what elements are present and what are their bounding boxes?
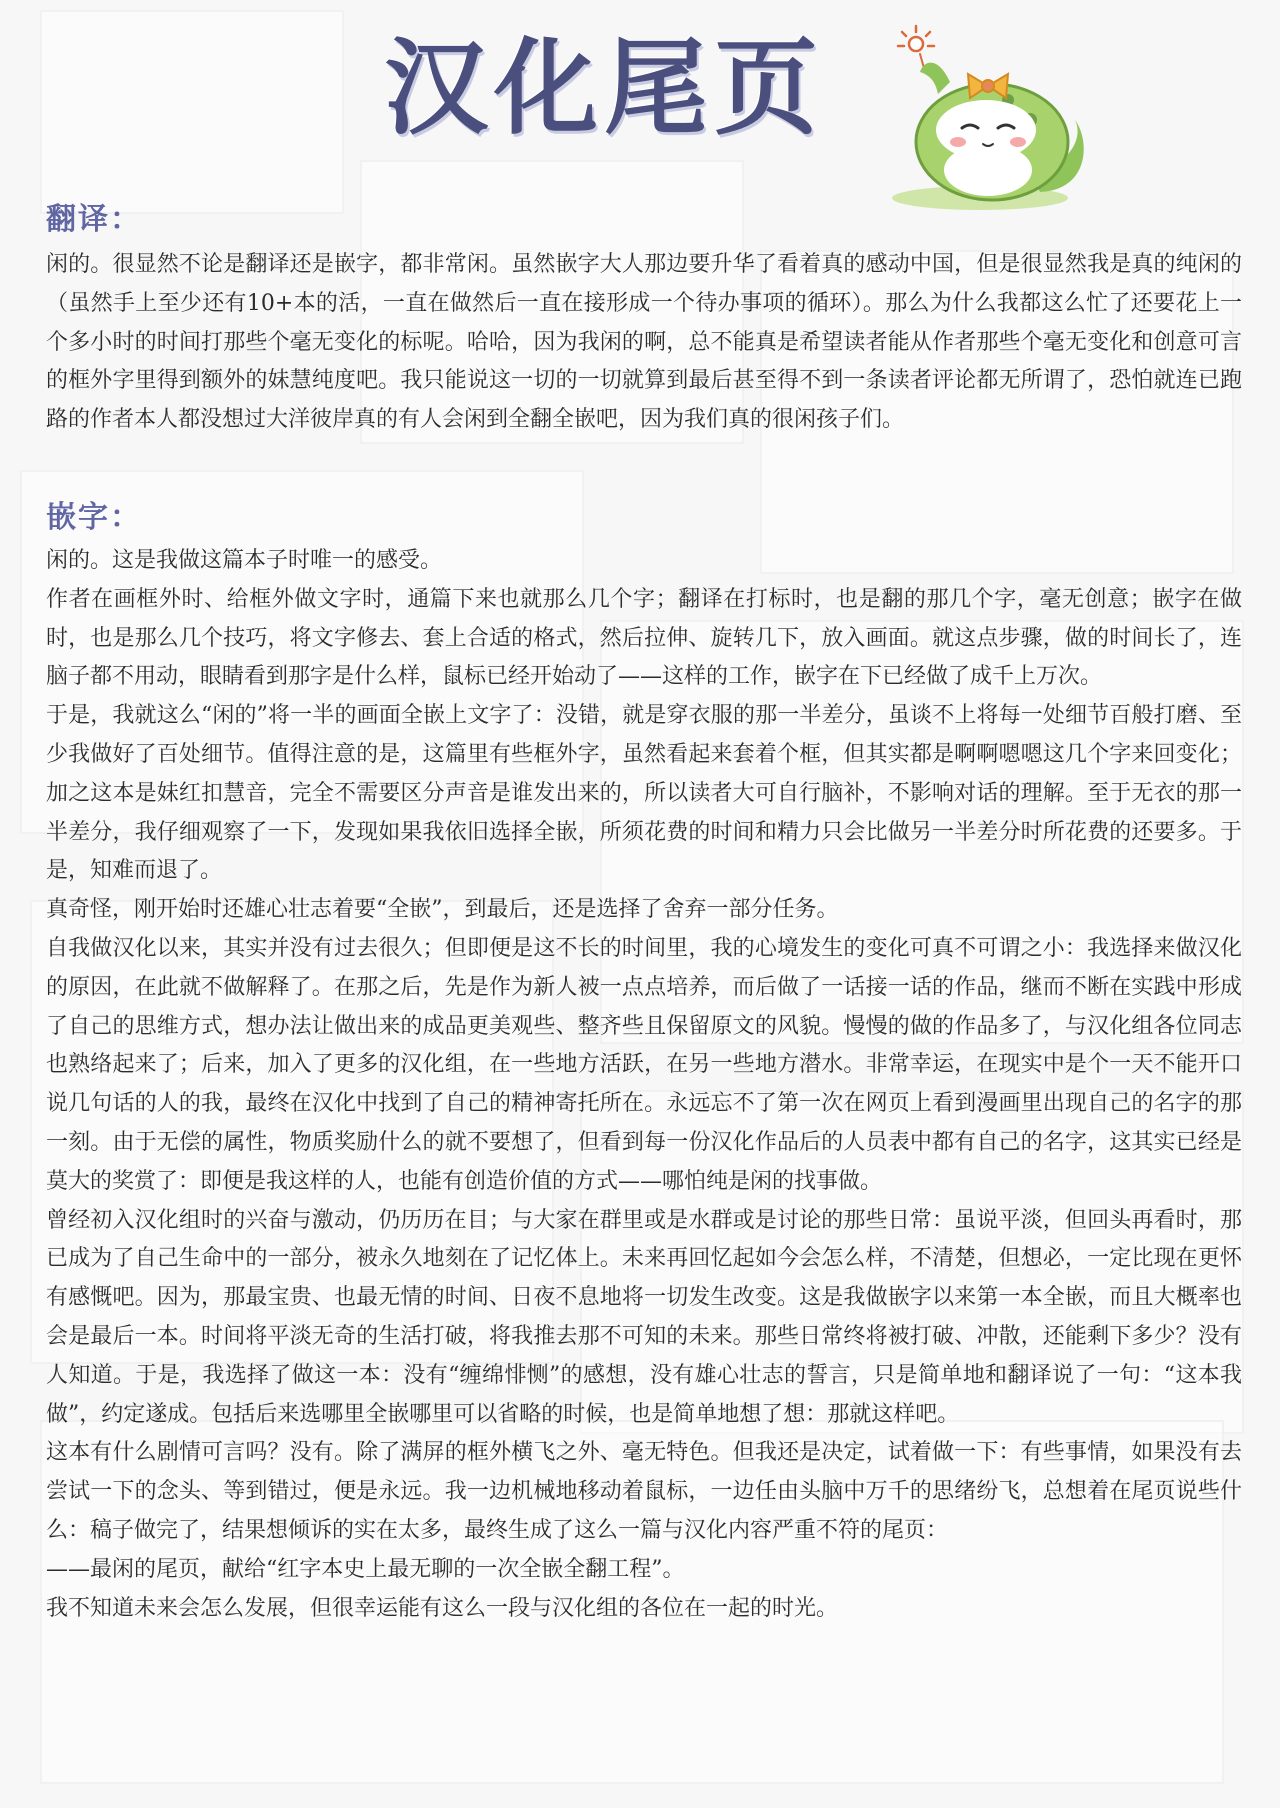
section-body-translation bbox=[46, 246, 1242, 440]
paragraph: ——最闲的尾页，献给“红字本史上最无聊的一次全嵌全翻工程”。 bbox=[46, 1556, 685, 1582]
sun-icon bbox=[898, 26, 934, 68]
paragraph: 我不知道未来会怎么发展，但很幸运能有这么一段与汉化组的各位在一起的时光。 bbox=[46, 1595, 839, 1621]
paragraph: 闲的。这是我做这篇本子时唯一的感受。 bbox=[46, 548, 443, 573]
paragraph: 闲的。很显然不论是翻译还是嵌字，都非常闲。虽然嵌字大人那边要升华了看着真的感动中国，但是很显然我是真的纯闲的（虽然手上至少还有10+本的活，一直在做然后一直在接形成一个待办事项的循环）。那么为什么我都这么忙了还要花上一个多小时的时间打那些个毫无变化的标呢。哈哈，因为我闲的啊，总不能真是希望读者能从作者那些个毫无变化和创意可言的框外字里得到额外的妹慧纯度吧。我只能说这一切的一切就算到最后甚至得不到一条读者评论都无所谓了，恐怕就连已跑路的作者本人都没想过大洋彼岸真的有人会闲到全翻全嵌吧，因为我们真的很闲孩子们。 bbox=[46, 252, 1242, 433]
paragraph: 自我做汉化以来，其实并没有过去很久；但即便是这不长的时间里，我的心境发生的变化可真不可谓之小：我选择来做汉化的原因，在此就不做解释了。在那之后，先是作为新人被一点点培养，而后做了一话接一话的作品，继而不断在实践中形成了自己的思维方式，想办法让做出来的成品更美观些、整齐些且保留原文的风貌。慢慢的做的作品多了，与汉化组各位同志也熟络起来了；后来，加入了更多的汉化组，在一些地方活跃，在另一些地方潜水。非常幸运，在现实中是个一天不能开口说几句话的人的我，最终在汉化中找到了自己的精神寄托所在。永远忘不了第一次在网页上看到漫画里出现自己的名字的那一刻。由于无偿的属性，物质奖励什么的就不要想了，但看到每一份汉化作品后的人员表中都有自己的名字，这其实已经是莫大的奖赏了：即便是我这样的人，也能有创造价值的方式——哪怕纯是闲的找事做。 bbox=[46, 935, 1242, 1194]
page-title: 汉化尾页 bbox=[384, 27, 825, 149]
section-heading-typesetting: 嵌字： bbox=[46, 500, 142, 535]
section-body-typesetting bbox=[46, 542, 1242, 1628]
paragraph: 曾经初入汉化组时的兴奋与激动，仍历历在目；与大家在群里或是水群或是讨论的那些日常：虽说平淡，但回头再看时，那已成为了自己生命中的一部分，被永久地刻在了记忆体上。未来再回忆起如今会怎么样，不清楚，但想必，一定比现在更怀有感慨吧。因为，那最宝贵、也最无情的时间、日夜不息地将一切发生改变。这是我做嵌字以来第一本全嵌，而且大概率也会是最后一本。时间将平淡无奇的生活打破，将我推去那不可知的未来。那些日常终将被打破、冲散，还能剩下多少？没有人知道。于是，我选择了做这一本：没有“缠绵悱恻”的感想，没有雄心壮志的誓言，只是简单地和翻译说了一句：“这本我做”，约定遂成。包括后来选哪里全嵌哪里可以省略的时候，也是简单地想了想：那就这样吧。 bbox=[46, 1207, 1242, 1427]
section-heading-translation: 翻译： bbox=[46, 202, 142, 237]
green-mascot-icon bbox=[880, 20, 1100, 220]
paragraph: 作者在画框外时、给框外做文字时，通篇下来也就那么几个字；翻译在打标时，也是翻的那几个字，毫无创意；嵌字在做时，也是那么几个技巧，将文字修去、套上合适的格式，然后拉伸、旋转几下，放入画面。就这点步骤，做的时间长了，连脑子都不用动，眼睛看到那字是什么样，鼠标已经开始动了——这样的工作，嵌字在下已经做了成千上万次。 bbox=[46, 586, 1242, 690]
paragraph: 真奇怪，刚开始时还雄心壮志着要“全嵌”，到最后，还是选择了舍弃一部分任务。 bbox=[46, 897, 839, 923]
paragraph: 这本有什么剧情可言吗？没有。除了满屏的框外横飞之外、毫无特色。但我还是决定，试着做一下：有些事情，如果没有去尝试一下的念头、等到错过，便是永远。我一边机械地移动着鼠标，一边任由头脑中万千的思绪纷飞，总想着在尾页说些什么：稿子做完了，结果想倾诉的实在太多，最终生成了这么一篇与汉化内容严重不符的尾页： bbox=[46, 1440, 1242, 1543]
paragraph: 于是，我就这么“闲的”将一半的画面全嵌上文字了：没错，就是穿衣服的那一半差分，虽谈不上将每一处细节百般打磨、至少我做好了百处细节。值得注意的是，这篇里有些框外字，虽然看起来套着个框，但其实都是啊啊嗯嗯这几个字来回变化；加之这本是妹红扣慧音，完全不需要区分声音是谁发出来的，所以读者大可自行脑补，不影响对话的理解。至于无衣的那一半差分，我仔细观察了一下，发现如果我依旧选择全嵌，所须花费的时间和精力只会比做另一半差分时所花费的还要多。于是，知难而退了。 bbox=[46, 703, 1242, 884]
